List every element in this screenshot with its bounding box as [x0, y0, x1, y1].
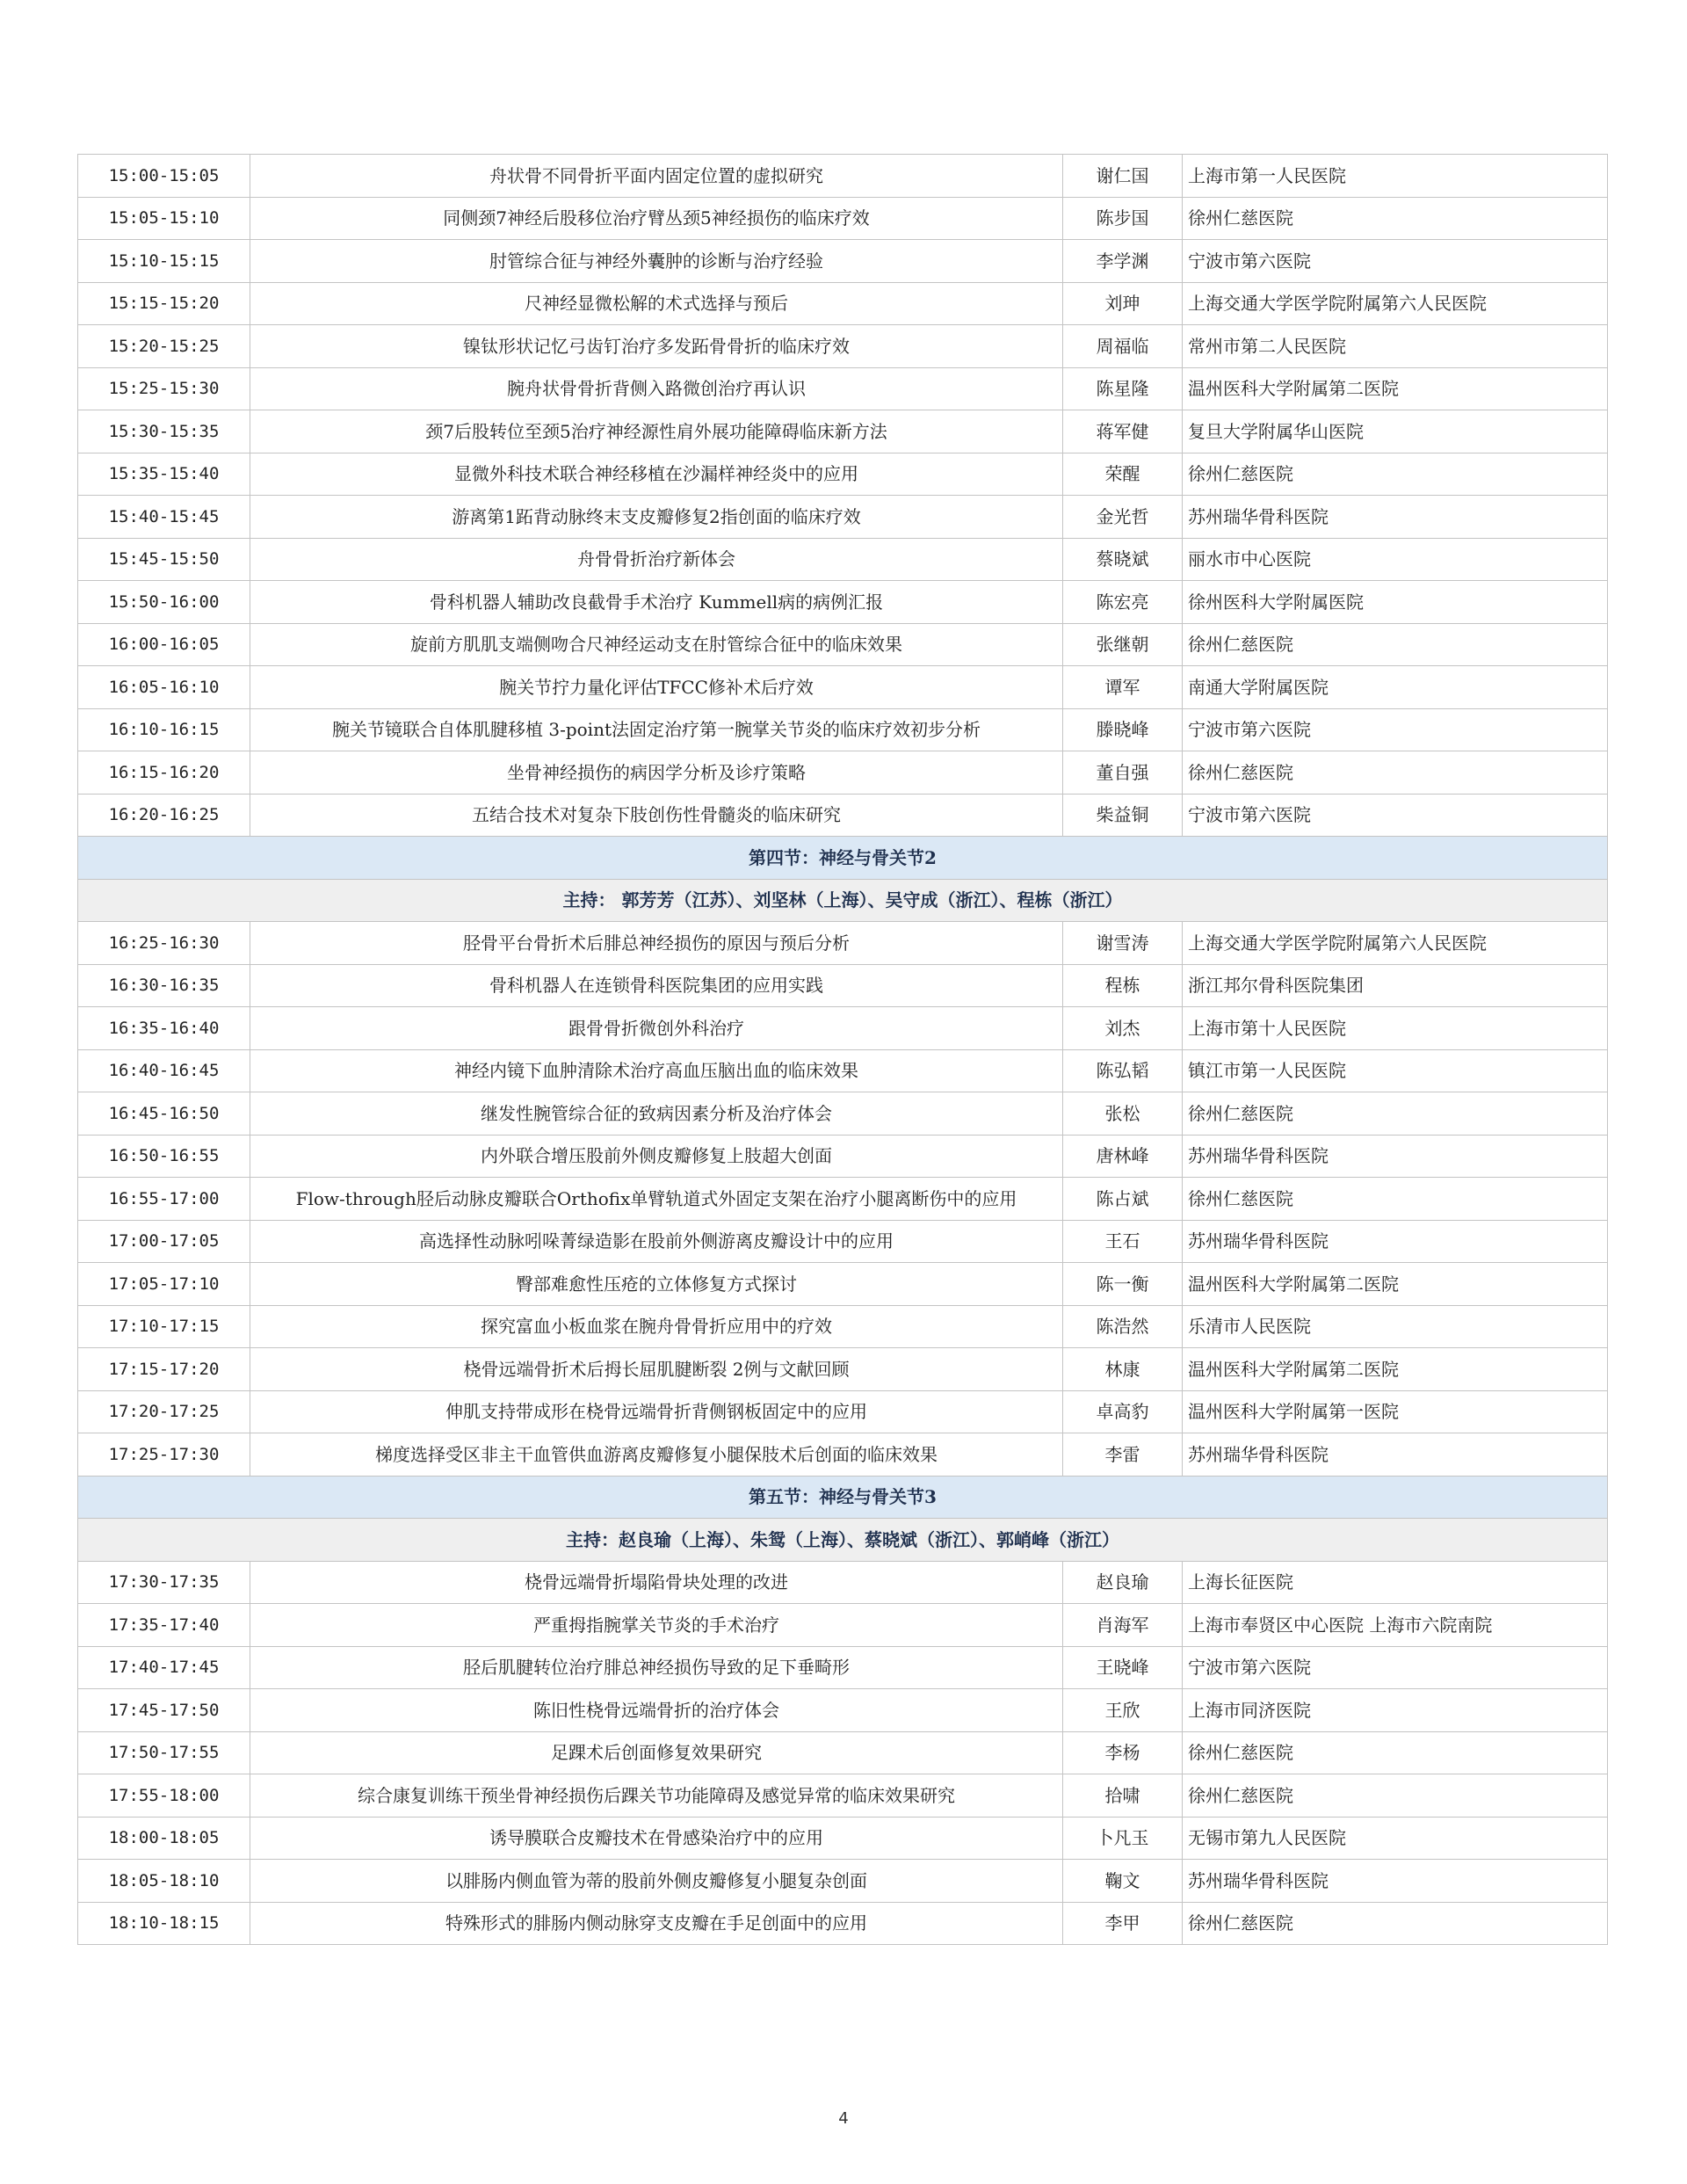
speaker-cell: 谢仁国: [1063, 155, 1183, 198]
topic-cell: 特殊形式的腓肠内侧动脉穿支皮瓣在手足创面中的应用: [250, 1902, 1063, 1945]
hospital-cell: 苏州瑞华骨科医院: [1183, 1860, 1608, 1903]
topic-cell: 游离第1跖背动脉终末支皮瓣修复2指创面的临床疗效: [250, 496, 1063, 539]
topic-cell: 严重拇指腕掌关节炎的手术治疗: [250, 1604, 1063, 1647]
hospital-cell: 温州医科大学附属第二医院: [1183, 1263, 1608, 1306]
speaker-cell: 肖海军: [1063, 1604, 1183, 1647]
schedule-row: [78, 367, 1608, 410]
topic-cell: 综合康复训练干预坐骨神经损伤后踝关节功能障碍及感觉异常的临床效果研究: [250, 1774, 1063, 1818]
time-cell: 16:35-16:40: [78, 1007, 250, 1050]
topic-cell: 腕舟状骨骨折背侧入路微创治疗再认识: [250, 367, 1063, 410]
schedule-row: [78, 751, 1608, 795]
hospital-cell: 徐州仁慈医院: [1183, 453, 1608, 496]
schedule-row: [78, 240, 1608, 283]
schedule-row: [78, 794, 1608, 837]
schedule-row: [78, 1860, 1608, 1903]
schedule-row: [78, 1135, 1608, 1178]
hospital-cell: 上海交通大学医学院附属第六人民医院: [1183, 922, 1608, 965]
section-header-row: [78, 1476, 1608, 1519]
time-cell: 16:05-16:10: [78, 666, 250, 709]
time-cell: 15:45-15:50: [78, 538, 250, 581]
topic-cell: Flow-through胫后动脉皮瓣联合Orthofix单臂轨道式外固定支架在治疗小腿离断伤中的应用: [250, 1178, 1063, 1221]
speaker-cell: 张继朝: [1063, 623, 1183, 666]
topic-cell: 舟状骨不同骨折平面内固定位置的虚拟研究: [250, 155, 1063, 198]
hospital-cell: 温州医科大学附属第二医院: [1183, 1348, 1608, 1391]
topic-cell: 继发性腕管综合征的致病因素分析及治疗体会: [250, 1092, 1063, 1136]
topic-cell: 五结合技术对复杂下肢创伤性骨髓炎的临床研究: [250, 794, 1063, 837]
topic-cell: 高选择性动脉吲哚菁绿造影在股前外侧游离皮瓣设计中的应用: [250, 1220, 1063, 1263]
hospital-cell: 徐州仁慈医院: [1183, 1092, 1608, 1136]
speaker-cell: 周福临: [1063, 325, 1183, 368]
speaker-cell: 谭军: [1063, 666, 1183, 709]
schedule-row: [78, 964, 1608, 1007]
section-title: 第四节：神经与骨关节2: [78, 837, 1608, 880]
hospital-cell: 上海长征医院: [1183, 1561, 1608, 1604]
speaker-cell: 滕晓峰: [1063, 708, 1183, 751]
schedule-row: [78, 1902, 1608, 1945]
hospital-cell: 上海交通大学医学院附属第六人民医院: [1183, 282, 1608, 325]
host-row: [78, 879, 1608, 922]
time-cell: 15:35-15:40: [78, 453, 250, 496]
schedule-row: [78, 1561, 1608, 1604]
speaker-cell: 李雷: [1063, 1433, 1183, 1477]
hospital-cell: 常州市第二人民医院: [1183, 325, 1608, 368]
speaker-cell: 陈弘韬: [1063, 1049, 1183, 1092]
topic-cell: 显微外科技术联合神经移植在沙漏样神经炎中的应用: [250, 453, 1063, 496]
schedule-row: [78, 1305, 1608, 1348]
topic-cell: 镍钛形状记忆弓齿钉治疗多发跖骨骨折的临床疗效: [250, 325, 1063, 368]
time-cell: 15:30-15:35: [78, 410, 250, 453]
schedule-body: [78, 155, 1608, 1945]
schedule-row: [78, 197, 1608, 240]
schedule-row: [78, 666, 1608, 709]
speaker-cell: 王欣: [1063, 1689, 1183, 1732]
speaker-cell: 陈宏亮: [1063, 581, 1183, 624]
time-cell: 16:15-16:20: [78, 751, 250, 795]
hospital-cell: 温州医科大学附属第二医院: [1183, 367, 1608, 410]
schedule-row: [78, 410, 1608, 453]
speaker-cell: 荣醒: [1063, 453, 1183, 496]
topic-cell: 臀部难愈性压疮的立体修复方式探讨: [250, 1263, 1063, 1306]
schedule-row: [78, 1817, 1608, 1860]
speaker-cell: 程栋: [1063, 964, 1183, 1007]
topic-cell: 跟骨骨折微创外科治疗: [250, 1007, 1063, 1050]
time-cell: 16:40-16:45: [78, 1049, 250, 1092]
host-line: 主持：赵良瑜（上海）、朱鸳（上海）、蔡晓斌（浙江）、郭峭峰（浙江）: [78, 1519, 1608, 1562]
speaker-cell: 卓高豹: [1063, 1390, 1183, 1433]
page-number: 4: [838, 2109, 849, 2128]
topic-cell: 桡骨远端骨折塌陷骨块处理的改进: [250, 1561, 1063, 1604]
speaker-cell: 陈浩然: [1063, 1305, 1183, 1348]
schedule-row: [78, 922, 1608, 965]
hospital-cell: 镇江市第一人民医院: [1183, 1049, 1608, 1092]
topic-cell: 诱导膜联合皮瓣技术在骨感染治疗中的应用: [250, 1817, 1063, 1860]
time-cell: 16:00-16:05: [78, 623, 250, 666]
time-cell: 16:45-16:50: [78, 1092, 250, 1136]
speaker-cell: 金光哲: [1063, 496, 1183, 539]
hospital-cell: 上海市同济医院: [1183, 1689, 1608, 1732]
topic-cell: 神经内镜下血肿清除术治疗高血压脑出血的临床效果: [250, 1049, 1063, 1092]
time-cell: 17:20-17:25: [78, 1390, 250, 1433]
time-cell: 17:35-17:40: [78, 1604, 250, 1647]
hospital-cell: 徐州仁慈医院: [1183, 1774, 1608, 1818]
hospital-cell: 宁波市第六医院: [1183, 794, 1608, 837]
topic-cell: 腕关节拧力量化评估TFCC修补术后疗效: [250, 666, 1063, 709]
speaker-cell: 拾啸: [1063, 1774, 1183, 1818]
hospital-cell: 徐州仁慈医院: [1183, 1731, 1608, 1774]
time-cell: 18:00-18:05: [78, 1817, 250, 1860]
schedule-row: [78, 623, 1608, 666]
schedule-row: [78, 1604, 1608, 1647]
hospital-cell: 徐州仁慈医院: [1183, 751, 1608, 795]
topic-cell: 桡骨远端骨折术后拇长屈肌腱断裂 2例与文献回顾: [250, 1348, 1063, 1391]
topic-cell: 舟骨骨折治疗新体会: [250, 538, 1063, 581]
time-cell: 16:25-16:30: [78, 922, 250, 965]
time-cell: 16:50-16:55: [78, 1135, 250, 1178]
hospital-cell: 宁波市第六医院: [1183, 708, 1608, 751]
speaker-cell: 李甲: [1063, 1902, 1183, 1945]
hospital-cell: 乐清市人民医院: [1183, 1305, 1608, 1348]
speaker-cell: 陈占斌: [1063, 1178, 1183, 1221]
section-header-row: [78, 837, 1608, 880]
schedule-row: [78, 155, 1608, 198]
speaker-cell: 林康: [1063, 1348, 1183, 1391]
schedule-row: [78, 1263, 1608, 1306]
hospital-cell: 无锡市第九人民医院: [1183, 1817, 1608, 1860]
speaker-cell: 鞠文: [1063, 1860, 1183, 1903]
hospital-cell: 宁波市第六医院: [1183, 1646, 1608, 1689]
schedule-row: [78, 581, 1608, 624]
schedule-row: [78, 1220, 1608, 1263]
topic-cell: 内外联合增压股前外侧皮瓣修复上肢超大创面: [250, 1135, 1063, 1178]
schedule-row: [78, 1433, 1608, 1477]
time-cell: 15:20-15:25: [78, 325, 250, 368]
topic-cell: 肘管综合征与神经外囊肿的诊断与治疗经验: [250, 240, 1063, 283]
speaker-cell: 刘杰: [1063, 1007, 1183, 1050]
time-cell: 18:05-18:10: [78, 1860, 250, 1903]
speaker-cell: 王石: [1063, 1220, 1183, 1263]
time-cell: 15:05-15:10: [78, 197, 250, 240]
schedule-row: [78, 1390, 1608, 1433]
time-cell: 15:40-15:45: [78, 496, 250, 539]
speaker-cell: 蔡晓斌: [1063, 538, 1183, 581]
time-cell: 17:30-17:35: [78, 1561, 250, 1604]
schedule-row: [78, 453, 1608, 496]
speaker-cell: 张松: [1063, 1092, 1183, 1136]
topic-cell: 骨科机器人辅助改良截骨手术治疗 Kummell病的病例汇报: [250, 581, 1063, 624]
speaker-cell: 刘珅: [1063, 282, 1183, 325]
hospital-cell: 南通大学附属医院: [1183, 666, 1608, 709]
hospital-cell: 浙江邦尔骨科医院集团: [1183, 964, 1608, 1007]
topic-cell: 足踝术后创面修复效果研究: [250, 1731, 1063, 1774]
time-cell: 17:00-17:05: [78, 1220, 250, 1263]
topic-cell: 探究富血小板血浆在腕舟骨骨折应用中的疗效: [250, 1305, 1063, 1348]
hospital-cell: 苏州瑞华骨科医院: [1183, 1220, 1608, 1263]
speaker-cell: 蒋军健: [1063, 410, 1183, 453]
speaker-cell: 卜凡玉: [1063, 1817, 1183, 1860]
schedule-row: [78, 1348, 1608, 1391]
hospital-cell: 复旦大学附属华山医院: [1183, 410, 1608, 453]
hospital-cell: 苏州瑞华骨科医院: [1183, 1135, 1608, 1178]
speaker-cell: 李杨: [1063, 1731, 1183, 1774]
schedule-row: [78, 1049, 1608, 1092]
topic-cell: 陈旧性桡骨远端骨折的治疗体会: [250, 1689, 1063, 1732]
host-row: [78, 1519, 1608, 1562]
time-cell: 15:15-15:20: [78, 282, 250, 325]
speaker-cell: 李学渊: [1063, 240, 1183, 283]
topic-cell: 胫后肌腱转位治疗腓总神经损伤导致的足下垂畸形: [250, 1646, 1063, 1689]
time-cell: 16:30-16:35: [78, 964, 250, 1007]
speaker-cell: 王晓峰: [1063, 1646, 1183, 1689]
hospital-cell: 上海市奉贤区中心医院 上海市六院南院: [1183, 1604, 1608, 1647]
hospital-cell: 上海市第一人民医院: [1183, 155, 1608, 198]
schedule-row: [78, 282, 1608, 325]
topic-cell: 坐骨神经损伤的病因学分析及诊疗策略: [250, 751, 1063, 795]
schedule-row: [78, 708, 1608, 751]
topic-cell: 骨科机器人在连锁骨科医院集团的应用实践: [250, 964, 1063, 1007]
hospital-cell: 宁波市第六医院: [1183, 240, 1608, 283]
topic-cell: 胫骨平台骨折术后腓总神经损伤的原因与预后分析: [250, 922, 1063, 965]
time-cell: 17:50-17:55: [78, 1731, 250, 1774]
speaker-cell: 赵良瑜: [1063, 1561, 1183, 1604]
hospital-cell: 苏州瑞华骨科医院: [1183, 1433, 1608, 1477]
speaker-cell: 陈步国: [1063, 197, 1183, 240]
schedule-row: [78, 1007, 1608, 1050]
topic-cell: 伸肌支持带成形在桡骨远端骨折背侧钢板固定中的应用: [250, 1390, 1063, 1433]
hospital-cell: 苏州瑞华骨科医院: [1183, 496, 1608, 539]
schedule-row: [78, 1774, 1608, 1818]
time-cell: 18:10-18:15: [78, 1902, 250, 1945]
time-cell: 17:15-17:20: [78, 1348, 250, 1391]
time-cell: 15:10-15:15: [78, 240, 250, 283]
time-cell: 17:10-17:15: [78, 1305, 250, 1348]
hospital-cell: 徐州仁慈医院: [1183, 623, 1608, 666]
time-cell: 16:55-17:00: [78, 1178, 250, 1221]
topic-cell: 梯度选择受区非主干血管供血游离皮瓣修复小腿保肢术后创面的临床效果: [250, 1433, 1063, 1477]
speaker-cell: 陈星隆: [1063, 367, 1183, 410]
time-cell: 15:00-15:05: [78, 155, 250, 198]
host-line: 主持： 郭芳芳（江苏）、刘坚林（上海）、吴守成（浙江）、程栋（浙江）: [78, 879, 1608, 922]
time-cell: 16:20-16:25: [78, 794, 250, 837]
speaker-cell: 董自强: [1063, 751, 1183, 795]
topic-cell: 同侧颈7神经后股移位治疗臂丛颈5神经损伤的临床疗效: [250, 197, 1063, 240]
hospital-cell: 徐州仁慈医院: [1183, 1902, 1608, 1945]
time-cell: 17:55-18:00: [78, 1774, 250, 1818]
section-title: 第五节：神经与骨关节3: [78, 1476, 1608, 1519]
speaker-cell: 唐林峰: [1063, 1135, 1183, 1178]
topic-cell: 颈7后股转位至颈5治疗神经源性肩外展功能障碍临床新方法: [250, 410, 1063, 453]
time-cell: 17:25-17:30: [78, 1433, 250, 1477]
schedule-row: [78, 325, 1608, 368]
schedule-table: [77, 154, 1608, 1945]
speaker-cell: 柴益铜: [1063, 794, 1183, 837]
hospital-cell: 徐州医科大学附属医院: [1183, 581, 1608, 624]
topic-cell: 腕关节镜联合自体肌腱移植 3-point法固定治疗第一腕掌关节炎的临床疗效初步分析: [250, 708, 1063, 751]
time-cell: 15:25-15:30: [78, 367, 250, 410]
hospital-cell: 温州医科大学附属第一医院: [1183, 1390, 1608, 1433]
hospital-cell: 上海市第十人民医院: [1183, 1007, 1608, 1050]
speaker-cell: 谢雪涛: [1063, 922, 1183, 965]
schedule-row: [78, 496, 1608, 539]
time-cell: 17:40-17:45: [78, 1646, 250, 1689]
schedule-row: [78, 1731, 1608, 1774]
schedule-row: [78, 1178, 1608, 1221]
schedule-row: [78, 1646, 1608, 1689]
topic-cell: 尺神经显微松解的术式选择与预后: [250, 282, 1063, 325]
schedule-row: [78, 538, 1608, 581]
time-cell: 16:10-16:15: [78, 708, 250, 751]
topic-cell: 旋前方肌肌支端侧吻合尺神经运动支在肘管综合征中的临床效果: [250, 623, 1063, 666]
hospital-cell: 丽水市中心医院: [1183, 538, 1608, 581]
schedule-row: [78, 1689, 1608, 1732]
hospital-cell: 徐州仁慈医院: [1183, 197, 1608, 240]
time-cell: 17:45-17:50: [78, 1689, 250, 1732]
hospital-cell: 徐州仁慈医院: [1183, 1178, 1608, 1221]
schedule-row: [78, 1092, 1608, 1136]
time-cell: 17:05-17:10: [78, 1263, 250, 1306]
speaker-cell: 陈一衡: [1063, 1263, 1183, 1306]
time-cell: 15:50-16:00: [78, 581, 250, 624]
topic-cell: 以腓肠内侧血管为蒂的股前外侧皮瓣修复小腿复杂创面: [250, 1860, 1063, 1903]
